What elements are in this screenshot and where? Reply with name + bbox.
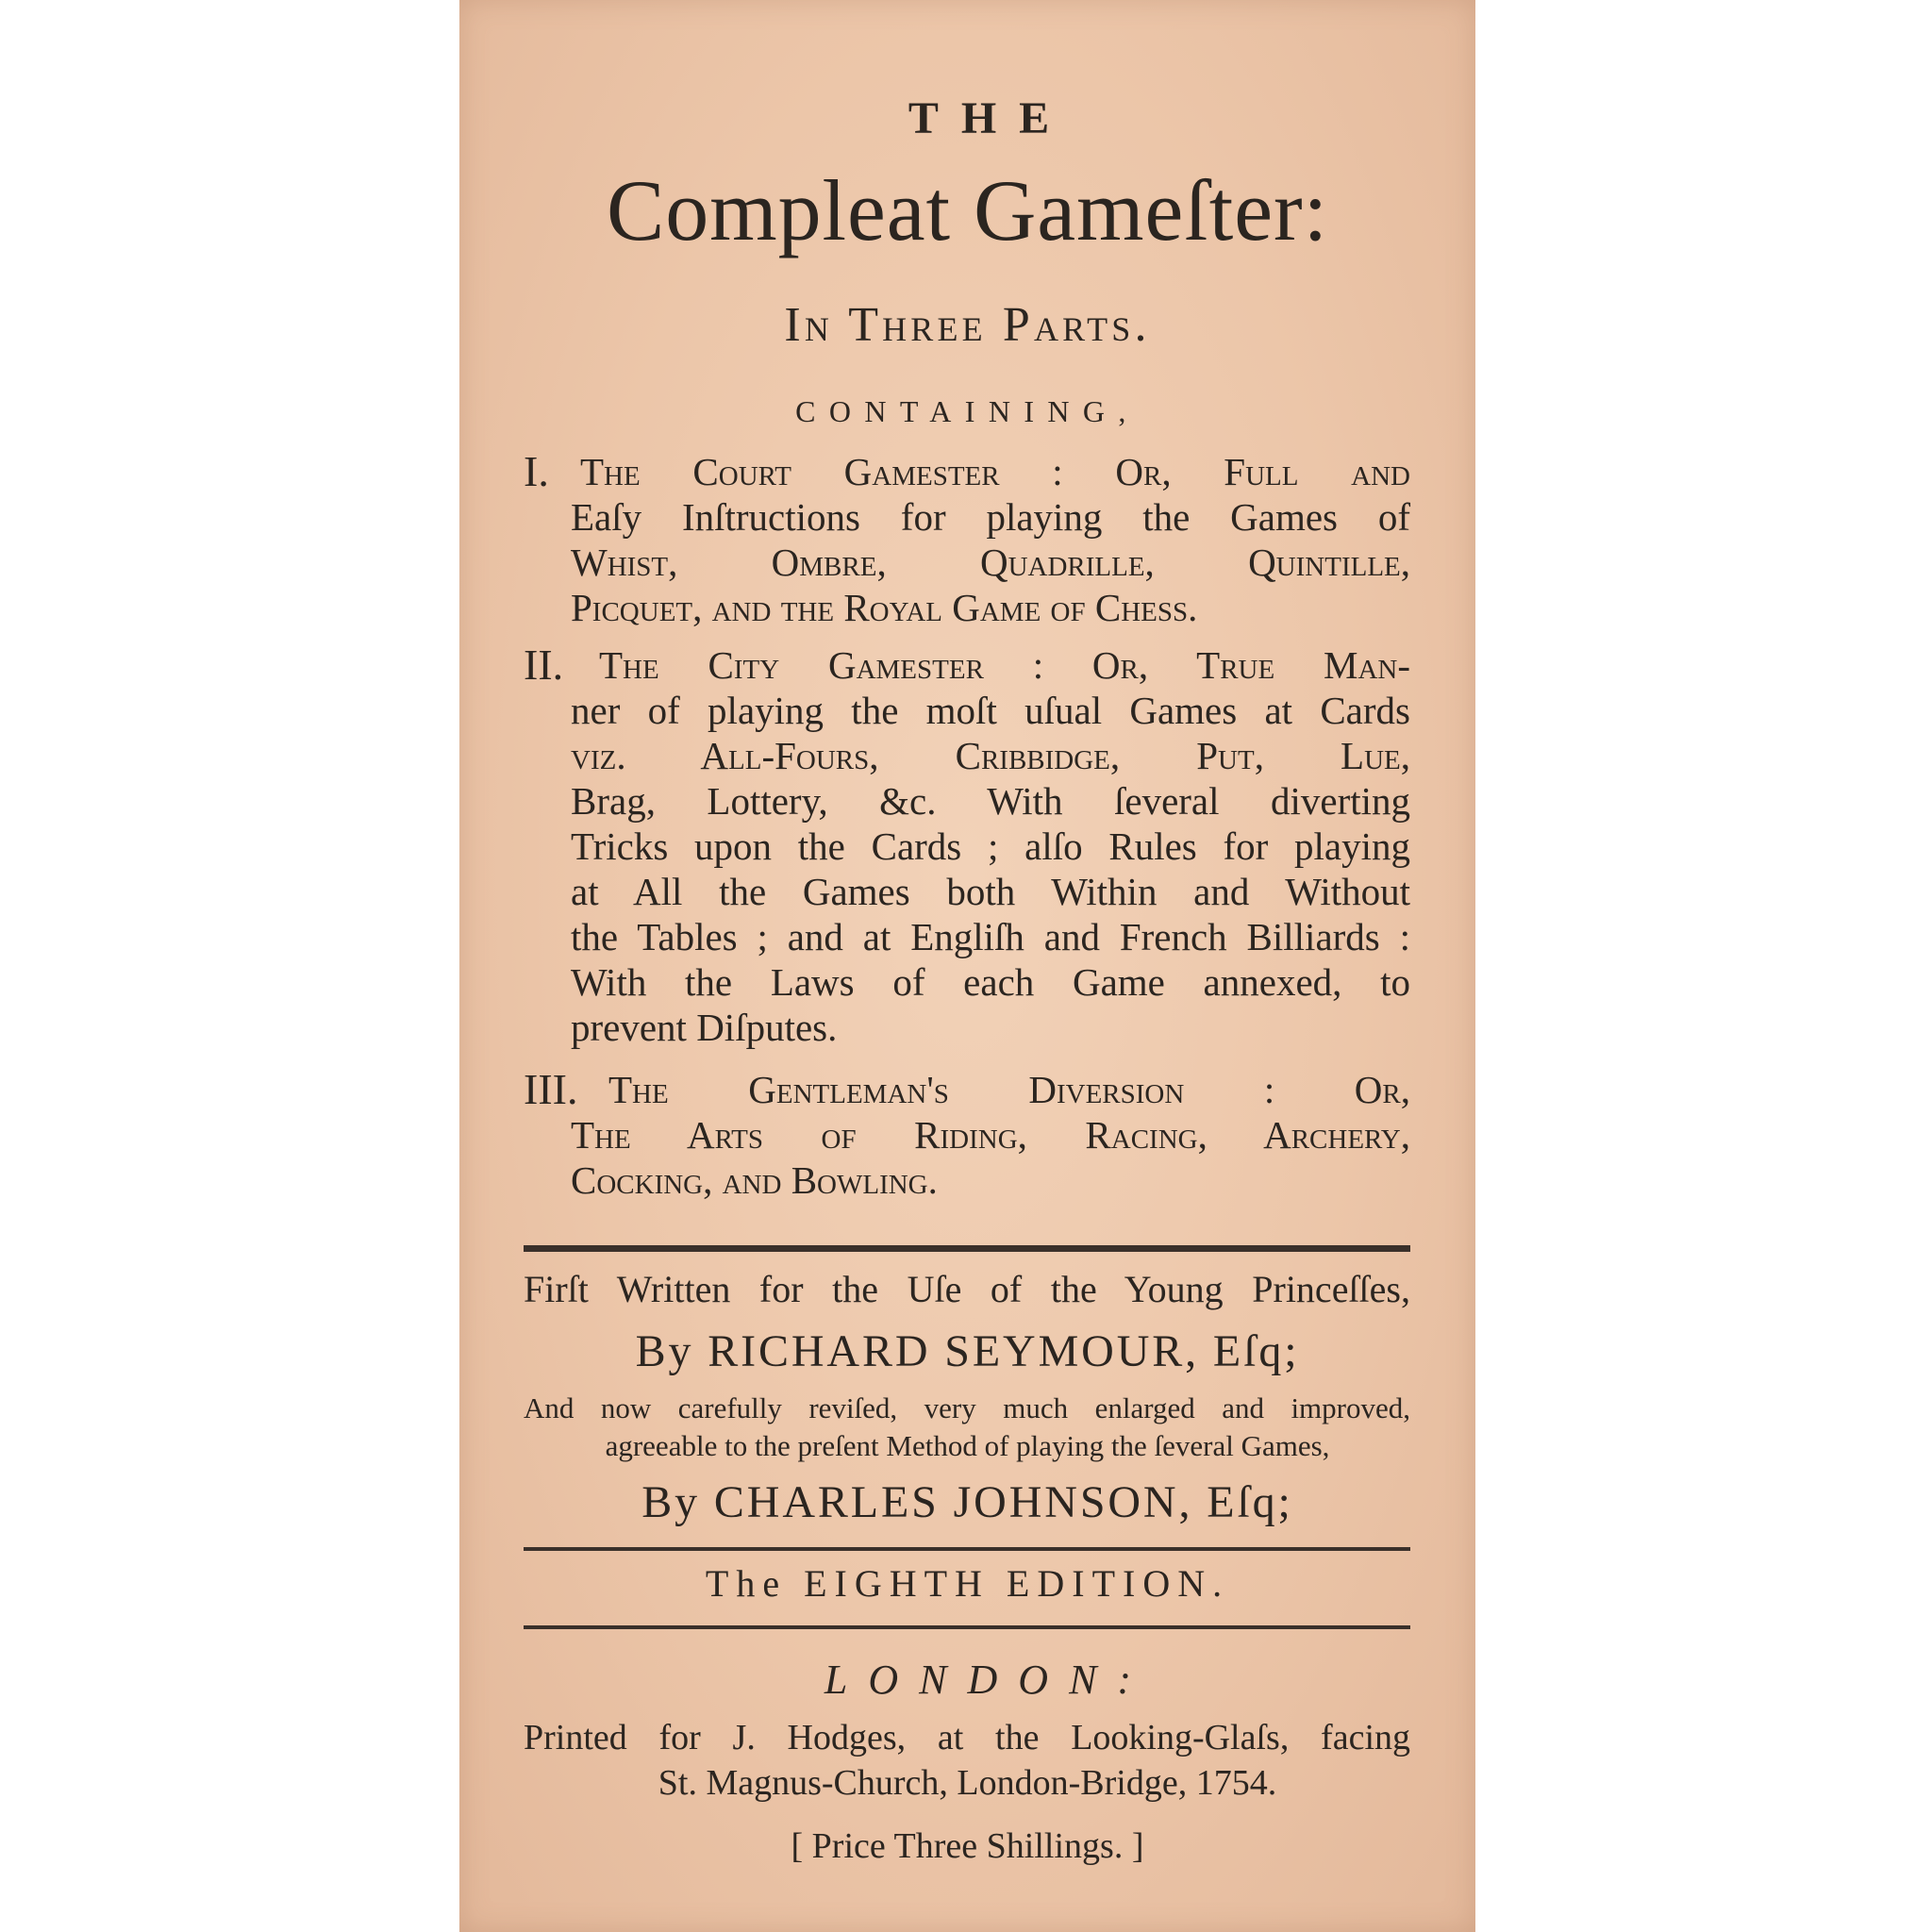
part-two-line: ner of playing the moſt uſual Games at Cards: [571, 689, 1410, 732]
by-seymour-line: By RICHARD SEYMOUR, Eſq;: [635, 1326, 1300, 1376]
part-three-line: Cocking, and Bowling.: [571, 1158, 938, 1202]
first-written-line: Firſt Written for the Uſe of the Young Princeſſes,: [524, 1268, 1410, 1310]
title-page: [459, 0, 1475, 1932]
containing-label: CONTAINING,: [795, 394, 1140, 428]
imprint-line: Printed for J. Hodges, at the Looking-Glaſs, facing: [524, 1718, 1410, 1757]
by-johnson-line: By CHARLES JOHNSON, Eſq;: [641, 1477, 1293, 1527]
part-one-line: Picquet, and the Royal Game of Chess.: [571, 586, 1198, 629]
part-three-line: The Arts of Riding, Racing, Archery,: [571, 1113, 1410, 1157]
london-line: LONDON:: [824, 1657, 1153, 1703]
part-one-line: The Court Gamester : Or, Full and: [580, 450, 1410, 493]
part-one-line: Eaſy Inſtructions for playing the Games of: [571, 495, 1410, 539]
thin-rule: [524, 1625, 1410, 1629]
part-two-line: Brag, Lottery, &c. With ſeveral diverting: [571, 779, 1410, 823]
double-rule: [524, 1245, 1410, 1252]
part-two-line: the Tables ; and at Engliſh and French Billiards :: [571, 915, 1410, 958]
imprint-line: St. Magnus-Church, London-Bridge, 1754.: [658, 1763, 1277, 1803]
part-one-line: Whist, Ombre, Quadrille, Quintille,: [571, 541, 1410, 584]
edition-line: The EIGHTH EDITION.: [705, 1562, 1230, 1605]
price-line: [ Price Three Shillings. ]: [791, 1826, 1144, 1866]
part-two-line: With the Laws of each Game annexed, to: [571, 960, 1410, 1004]
part-one-numeral: I.: [524, 447, 549, 495]
part-two-line: prevent Diſputes.: [571, 1006, 838, 1049]
parts-heading: In Three Parts.: [784, 298, 1151, 352]
part-two-numeral: II.: [524, 641, 564, 689]
revised-line: agreeable to the preſent Method of playing the ſeveral Games,: [605, 1429, 1330, 1462]
part-two-line: at All the Games both Within and Without: [571, 870, 1410, 913]
part-three-line: The Gentleman's Diversion : Or,: [608, 1068, 1410, 1111]
part-two-line: The City Gamester : Or, True Man-: [599, 643, 1410, 687]
part-two-line: Tricks upon the Cards ; alſo Rules for playing: [571, 824, 1410, 868]
book-title: Compleat Gameſter:: [606, 162, 1329, 258]
part-three-numeral: III.: [524, 1065, 578, 1113]
title-the: THE: [908, 93, 1073, 143]
thin-rule: [524, 1547, 1410, 1551]
part-two-line: viz. All-Fours, Cribbidge, Put, Lue,: [571, 734, 1410, 777]
revised-line: And now carefully reviſed, very much enlarged and improved,: [524, 1391, 1410, 1424]
